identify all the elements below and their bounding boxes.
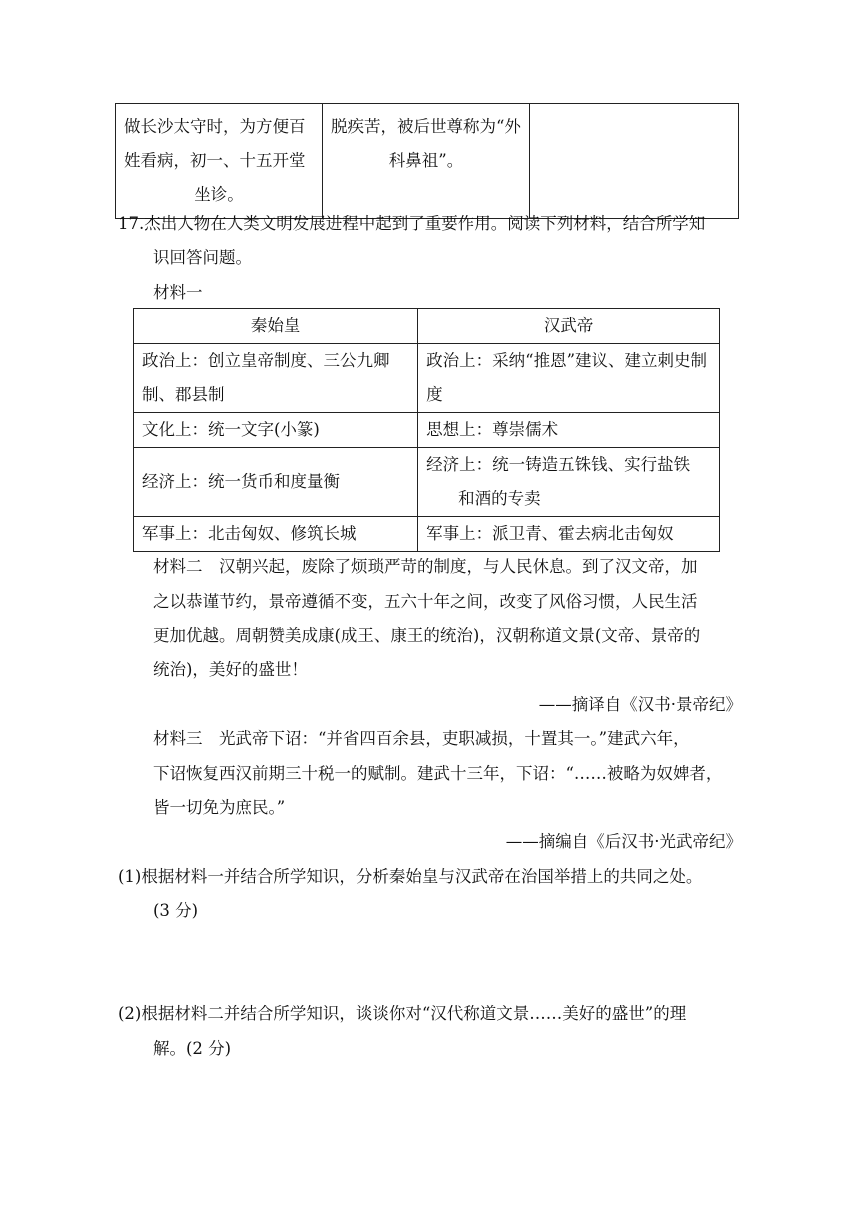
material-3-line: 皆一切免为庶民。” bbox=[153, 798, 286, 817]
table-cell bbox=[134, 344, 418, 413]
cell-line: 制、郡县制 bbox=[142, 385, 225, 404]
sub-question-2-score: 解。(2 分) bbox=[153, 1039, 232, 1058]
table-cell bbox=[323, 104, 530, 219]
comparison-table bbox=[133, 308, 720, 552]
table-header-row bbox=[134, 309, 720, 344]
table-cell bbox=[418, 448, 720, 517]
cell-line: 军事上：派卫青、霍去病北击匈奴 bbox=[426, 524, 674, 543]
material-3-source: ——摘编自《后汉书·光武帝纪》 bbox=[505, 832, 742, 851]
cell-line: 姓看病，初一、十五开堂 bbox=[124, 151, 306, 170]
material-3-line: 下诏恢复西汉前期三十税一的赋制。建武十三年，下诏：“……被略为奴婢者， bbox=[153, 764, 723, 783]
cell-line: 政治上：创立皇帝制度、三公九卿 bbox=[142, 351, 390, 370]
header-qin-shihuang: 秦始皇 bbox=[134, 309, 418, 344]
cell-line: 和酒的专卖 bbox=[458, 489, 541, 508]
top-partial-table bbox=[115, 103, 739, 219]
material-2-line: 更加优越。周朝赞美成康(成王、康王的统治)，汉朝称道文景(文帝、景帝的 bbox=[153, 626, 701, 645]
table-row bbox=[134, 344, 720, 413]
table-row bbox=[134, 448, 720, 517]
sub-question-1-score: (3 分) bbox=[153, 901, 199, 920]
cell-line: 脱疾苦，被后世尊称为“外 bbox=[331, 117, 521, 136]
table-cell bbox=[134, 517, 418, 552]
table-cell bbox=[134, 448, 418, 517]
material-2-source: ——摘译自《汉书·景帝纪》 bbox=[538, 695, 742, 714]
table-cell bbox=[418, 344, 720, 413]
table-cell bbox=[418, 413, 720, 448]
cell-line: 度 bbox=[426, 385, 443, 404]
table-cell bbox=[116, 104, 323, 219]
table-cell-empty bbox=[530, 104, 739, 219]
table-row bbox=[116, 104, 739, 219]
cell-line: 文化上：统一文字(小篆) bbox=[142, 420, 320, 439]
table-cell bbox=[418, 517, 720, 552]
cell-line: 经济上：统一铸造五铢钱、实行盐铁 bbox=[426, 455, 691, 474]
material-3-line: 材料三 光武帝下诏：“并省四百余县，吏职减损，十置其一。”建武六年， bbox=[153, 729, 690, 748]
cell-line: 经济上：统一货币和度量衡 bbox=[142, 472, 340, 491]
sub-question-2: (2)根据材料二并结合所学知识，谈谈你对“汉代称道文景……美好的盛世”的理 bbox=[118, 1004, 687, 1023]
material-2-line: 之以恭谨节约，景帝遵循不变，五六十年之间，改变了风俗习惯，人民生活 bbox=[153, 592, 698, 611]
table-row bbox=[134, 517, 720, 552]
cell-line: 思想上：尊崇儒术 bbox=[426, 420, 559, 439]
cell-line: 科鼻祖”。 bbox=[388, 151, 464, 170]
material-2-line: 材料二 汉朝兴起，废除了烦琐严苛的制度，与人民休息。到了汉文帝，加 bbox=[153, 557, 698, 576]
cell-line: 做长沙太守时，为方便百 bbox=[124, 117, 306, 136]
material-1-label: 材料一 bbox=[153, 283, 203, 302]
table-cell bbox=[134, 413, 418, 448]
question-title: 17.杰出人物在人类文明发展进程中起到了重要作用。阅读下列材料，结合所学知 bbox=[118, 214, 706, 233]
header-han-wudi: 汉武帝 bbox=[418, 309, 720, 344]
cell-line: 坐诊。 bbox=[194, 185, 244, 204]
material-2-line: 统治)，美好的盛世！ bbox=[153, 660, 308, 679]
table-row bbox=[134, 413, 720, 448]
cell-line: 政治上：采纳“推恩”建议、建立刺史制 bbox=[426, 351, 708, 370]
question-title-cont: 识回答问题。 bbox=[153, 248, 252, 267]
cell-line: 军事上：北击匈奴、修筑长城 bbox=[142, 524, 357, 543]
sub-question-1: (1)根据材料一并结合所学知识，分析秦始皇与汉武帝在治国举措上的共同之处。 bbox=[118, 867, 703, 886]
